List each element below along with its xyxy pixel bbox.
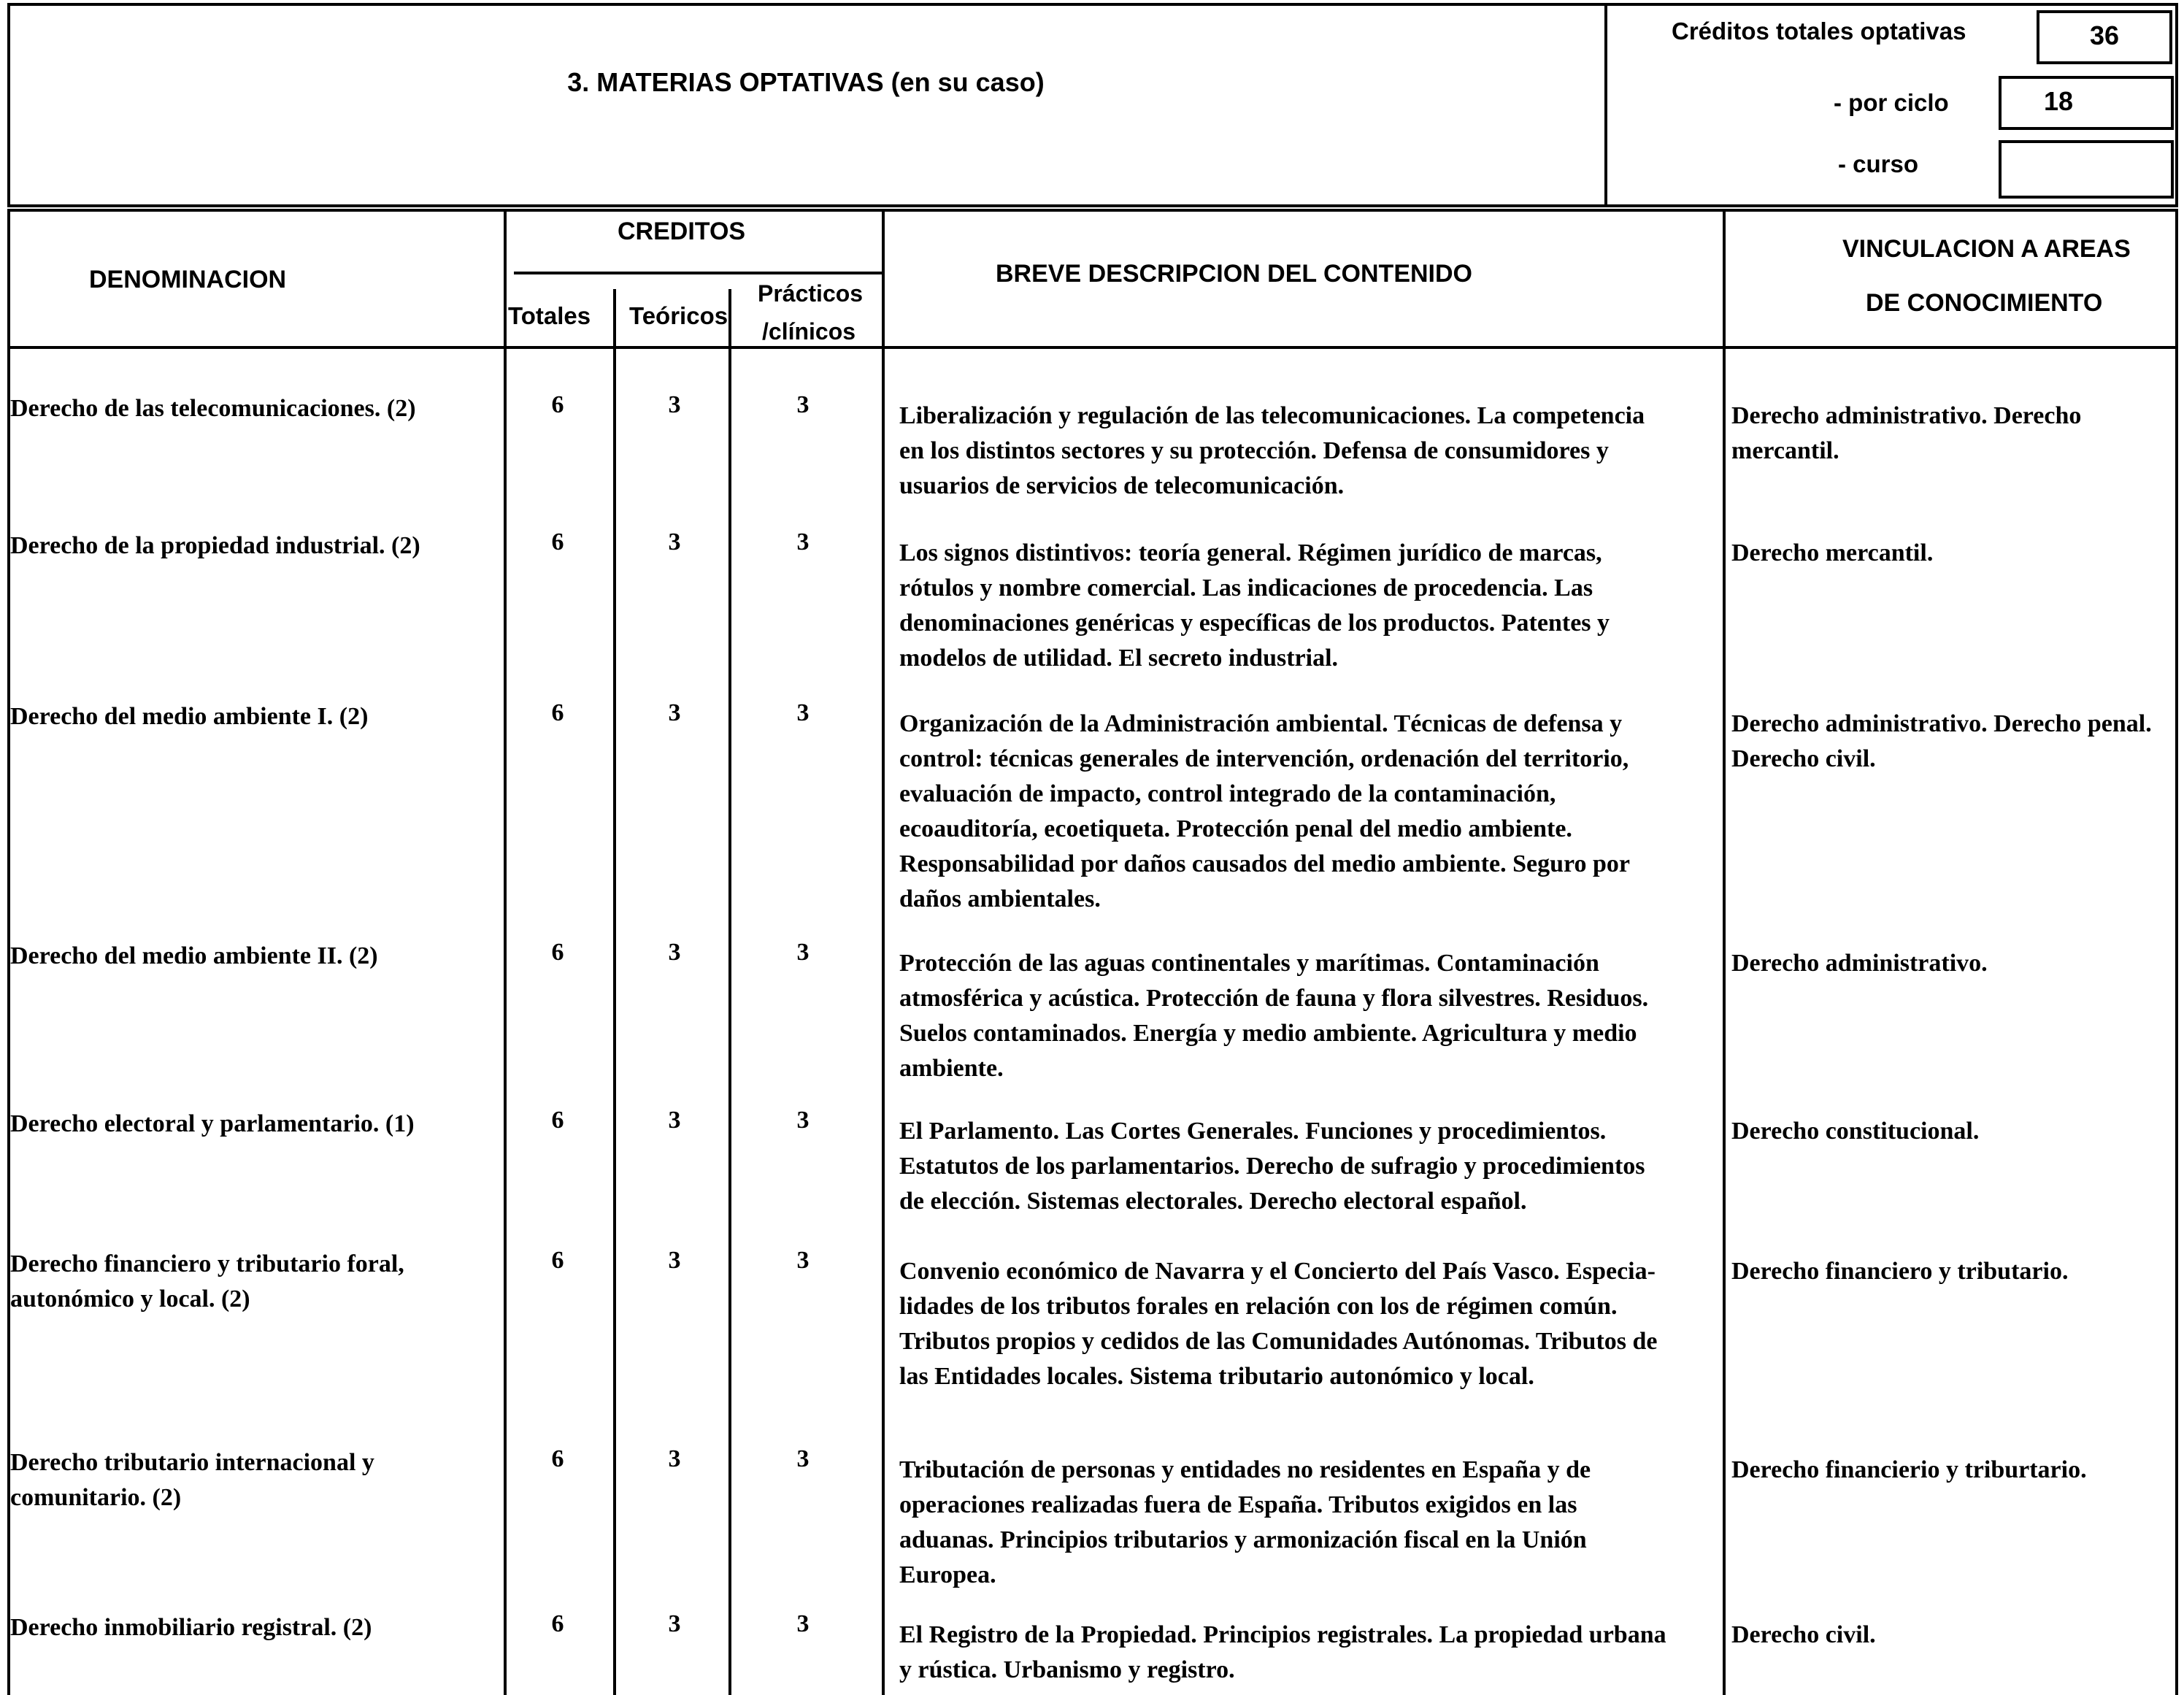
row-descripcion: modelos de utilidad. El secreto industrial.: [899, 645, 1339, 672]
row-denominacion: Derecho de las telecomunicaciones. (2): [10, 395, 416, 422]
row-totales: 6: [551, 1247, 564, 1274]
col-totales: Totales: [508, 302, 591, 329]
row-practicos: 3: [796, 939, 810, 966]
row-descripcion: rótulos y nombre comercial. Las indicaciones de procedencia. Las: [899, 574, 1593, 601]
row-practicos: 3: [796, 1247, 810, 1274]
table-header-bottom-border: [7, 346, 2178, 349]
row-descripcion: ambiente.: [899, 1055, 1004, 1082]
row-vinculacion: Derecho civil.: [1731, 1621, 1876, 1648]
header-left-border: [7, 3, 10, 207]
row-denominacion: Derecho financiero y tributario foral,: [10, 1250, 404, 1277]
header-divider: [1604, 3, 1607, 207]
row-descripcion: Organización de la Administración ambiental. Técnicas de defensa y: [899, 710, 1623, 737]
row-descripcion: control: técnicas generales de intervención, ordenación del territorio,: [899, 745, 1629, 772]
row-practicos: 3: [796, 529, 810, 556]
per-cycle-box: [1999, 76, 2174, 130]
row-vinculacion: Derecho civil.: [1731, 745, 1876, 772]
row-denominacion: Derecho del medio ambiente II. (2): [10, 942, 378, 969]
row-descripcion: y rústica. Urbanismo y registro.: [899, 1656, 1235, 1683]
header-bottom-border: [7, 204, 2178, 207]
per-cycle-value: 18: [2044, 86, 2074, 116]
row-denominacion: Derecho de la propiedad industrial. (2): [10, 532, 420, 559]
rule-right: [2175, 209, 2178, 1695]
rule-descripcion: [1723, 209, 1726, 1695]
top-border: [7, 3, 2178, 6]
row-practicos: 3: [796, 391, 810, 418]
row-teoricos: 3: [668, 939, 681, 966]
row-totales: 6: [551, 391, 564, 418]
row-descripcion: Europea.: [899, 1561, 996, 1588]
row-teoricos: 3: [668, 1445, 681, 1472]
per-cycle-label: - por ciclo: [1834, 89, 1949, 116]
rule-teoricos: [728, 289, 731, 1695]
col-descripcion: BREVE DESCRIPCION DEL CONTENIDO: [996, 260, 1473, 288]
row-descripcion: daños ambientales.: [899, 885, 1101, 912]
row-practicos: 3: [796, 699, 810, 726]
row-vinculacion: Derecho mercantil.: [1731, 539, 1934, 566]
row-denominacion: Derecho inmobiliario registral. (2): [10, 1614, 372, 1641]
row-descripcion: Los signos distintivos: teoría general. Régimen jurídico de marcas,: [899, 539, 1602, 566]
row-descripcion: El Registro de la Propiedad. Principios registrales. La propiedad urbana: [899, 1621, 1666, 1648]
row-vinculacion: Derecho constitucional.: [1731, 1118, 1980, 1145]
header-right-border: [2175, 3, 2178, 207]
row-descripcion: denominaciones genéricas y específicas de los productos. Patentes y: [899, 610, 1610, 637]
row-descripcion: ecoauditoría, ecoetiqueta. Protección penal del medio ambiente.: [899, 815, 1572, 842]
row-teoricos: 3: [668, 699, 681, 726]
rule-totales: [613, 289, 616, 1695]
row-vinculacion: Derecho financierio y triburtario.: [1731, 1456, 2087, 1483]
rule-practicos: [882, 209, 885, 1695]
table-header-top-border: [7, 209, 2178, 212]
course-box: [1999, 140, 2174, 199]
col-teoricos: Teóricos: [629, 302, 728, 329]
row-descripcion: Liberalización y regulación de las telecomunicaciones. La competencia: [899, 402, 1645, 429]
row-denominacion: Derecho del medio ambiente I. (2): [10, 703, 369, 730]
row-descripcion: Suelos contaminados. Energía y medio ambiente. Agricultura y medio: [899, 1020, 1637, 1047]
row-practicos: 3: [796, 1107, 810, 1134]
row-descripcion: lidades de los tributos forales en relación con los de régimen común.: [899, 1293, 1618, 1320]
row-teoricos: 3: [668, 1247, 681, 1274]
row-descripcion: evaluación de impacto, control integrado de la contaminación,: [899, 780, 1556, 807]
row-vinculacion: mercantil.: [1731, 437, 1839, 464]
row-descripcion: Estatutos de los parlamentarios. Derecho de sufragio y procedimientos: [899, 1153, 1645, 1180]
row-descripcion: Tributos propios y cedidos de las Comunidades Autónomas. Tributos de: [899, 1328, 1658, 1355]
credits-total-label: Créditos totales optativas: [1672, 18, 1966, 45]
col-vinculacion-line2: DE CONOCIMIENTO: [1866, 289, 2103, 317]
row-teoricos: 3: [668, 1107, 681, 1134]
row-teoricos: 3: [668, 1610, 681, 1637]
row-practicos: 3: [796, 1445, 810, 1472]
row-totales: 6: [551, 939, 564, 966]
row-teoricos: 3: [668, 529, 681, 556]
credits-total-value: 36: [2089, 20, 2120, 50]
row-totales: 6: [551, 529, 564, 556]
course-label: - curso: [1838, 150, 1919, 177]
row-vinculacion: Derecho financiero y tributario.: [1731, 1258, 2069, 1285]
col-practicos-line1: Prácticos: [758, 280, 864, 307]
row-practicos: 3: [796, 1610, 810, 1637]
row-descripcion: las Entidades locales. Sistema tributario autonómico y local.: [899, 1363, 1534, 1390]
row-vinculacion: Derecho administrativo. Derecho: [1731, 402, 2082, 429]
row-descripcion: de elección. Sistemas electorales. Derecho electoral español.: [899, 1188, 1527, 1215]
row-vinculacion: Derecho administrativo.: [1731, 950, 1988, 977]
row-totales: 6: [551, 699, 564, 726]
row-vinculacion: Derecho administrativo. Derecho penal.: [1731, 710, 2152, 737]
row-totales: 6: [551, 1107, 564, 1134]
col-practicos-line2: /clínicos: [762, 318, 856, 345]
row-denominacion: autonómico y local. (2): [10, 1285, 250, 1312]
row-descripcion: aduanas. Principios tributarios y armonización fiscal en la Unión: [899, 1526, 1587, 1553]
rule-denominacion: [504, 209, 507, 1695]
row-denominacion: comunitario. (2): [10, 1484, 182, 1511]
col-creditos: CREDITOS: [618, 218, 746, 245]
row-totales: 6: [551, 1445, 564, 1472]
row-descripcion: Tributación de personas y entidades no residentes en España y de: [899, 1456, 1591, 1483]
row-descripcion: atmosférica y acústica. Protección de fauna y flora silvestres. Residuos.: [899, 985, 1649, 1012]
row-denominacion: Derecho tributario internacional y: [10, 1449, 374, 1476]
row-teoricos: 3: [668, 391, 681, 418]
row-descripcion: operaciones realizadas fuera de España. Tributos exigidos en las: [899, 1491, 1577, 1518]
col-vinculacion-line1: VINCULACION A AREAS: [1842, 235, 2131, 263]
creditos-subheader-rule: [514, 272, 883, 274]
row-totales: 6: [551, 1610, 564, 1637]
page-title: 3. MATERIAS OPTATIVAS (en su caso): [567, 67, 1045, 97]
row-descripcion: Protección de las aguas continentales y marítimas. Contaminación: [899, 950, 1599, 977]
row-descripcion: El Parlamento. Las Cortes Generales. Funciones y procedimientos.: [899, 1118, 1607, 1145]
row-descripcion: en los distintos sectores y su protección. Defensa de consumidores y: [899, 437, 1609, 464]
row-descripcion: Convenio económico de Navarra y el Concierto del País Vasco. Especia-: [899, 1258, 1656, 1285]
row-descripcion: usuarios de servicios de telecomunicación.: [899, 472, 1345, 499]
col-denominacion: DENOMINACION: [89, 266, 287, 293]
row-descripcion: Responsabilidad por daños causados del medio ambiente. Seguro por: [899, 850, 1630, 877]
row-denominacion: Derecho electoral y parlamentario. (1): [10, 1110, 415, 1137]
